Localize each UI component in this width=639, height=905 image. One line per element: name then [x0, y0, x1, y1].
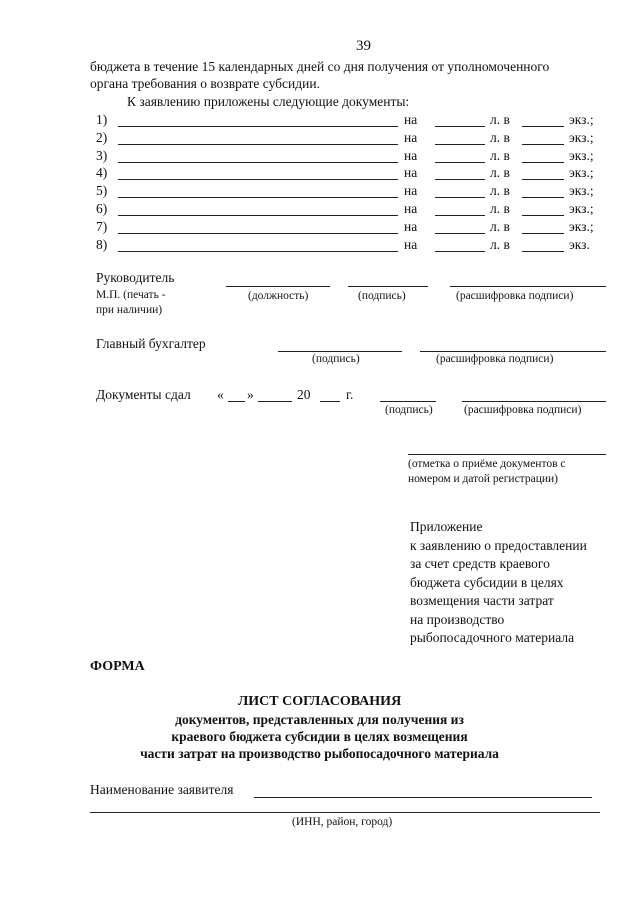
- pages-field[interactable]: [435, 251, 485, 252]
- row-number: 6): [96, 201, 108, 216]
- pages-label: л. в: [490, 201, 510, 216]
- copies-field[interactable]: [522, 126, 564, 127]
- row-number: 2): [96, 129, 108, 145]
- heading-line-1: документов, представленных для получения из: [175, 712, 464, 727]
- pages-field[interactable]: [435, 126, 485, 127]
- copies-field[interactable]: [522, 233, 564, 234]
- submitted-label: Документы сдал: [96, 387, 191, 402]
- applicant-details-field[interactable]: [90, 812, 600, 813]
- copies-field[interactable]: [522, 144, 564, 145]
- applicant-hint: (ИНН, район, город): [292, 816, 393, 828]
- row-number: 1): [96, 112, 108, 127]
- pages-label: л. в: [490, 129, 510, 145]
- copies-label: экз.: [569, 236, 590, 252]
- document-name-field[interactable]: [118, 162, 398, 163]
- row-number: 7): [96, 218, 108, 234]
- intro-line-3: К заявлению приложены следующие документы:: [127, 94, 410, 109]
- head-decoding-line[interactable]: [450, 286, 606, 287]
- pages-field[interactable]: [435, 144, 485, 145]
- year-prefix: 20: [297, 387, 311, 402]
- heading-line-3: части затрат на производство рыбопосадочного материала: [140, 746, 499, 761]
- on-label: на: [404, 147, 418, 163]
- pages-field[interactable]: [435, 233, 485, 234]
- on-label: на: [404, 236, 418, 252]
- on-label: на: [404, 112, 418, 127]
- appendix-line: возмещения части затрат: [410, 593, 554, 608]
- on-label: на: [404, 129, 418, 145]
- stamp-note-line-1: М.П. (печать -: [96, 289, 166, 301]
- reception-caption-2: номером и датой регистрации): [408, 473, 558, 485]
- copies-field[interactable]: [522, 179, 564, 180]
- row-number: 5): [96, 183, 108, 199]
- submitted-signature-caption: (подпись): [385, 404, 433, 416]
- appendix-line: к заявлению о предоставлении: [410, 537, 587, 553]
- applicant-label: Наименование заявителя: [90, 782, 234, 797]
- copies-field[interactable]: [522, 197, 564, 198]
- heading-line-2: краевого бюджета субсидии в целях возмещения: [171, 729, 468, 744]
- position-caption: (должность): [248, 290, 309, 302]
- row-number: 4): [96, 165, 108, 181]
- head-decoding-caption: (расшифровка подписи): [456, 290, 574, 302]
- pages-field[interactable]: [435, 215, 485, 216]
- appendix-line: за счет средств краевого: [410, 556, 550, 571]
- quote-open: «: [217, 387, 224, 402]
- intro-line-2: органа требования о возврате субсидии.: [90, 76, 320, 91]
- pages-label: л. в: [490, 218, 510, 234]
- reception-mark-line[interactable]: [408, 454, 606, 455]
- stamp-note-line-2: при наличии): [96, 304, 163, 316]
- copies-field[interactable]: [522, 251, 564, 252]
- year-suffix: г.: [346, 387, 354, 402]
- pages-label: л. в: [490, 183, 510, 199]
- document-name-field[interactable]: [118, 215, 398, 216]
- row-number: 8): [96, 236, 108, 252]
- copies-label: экз.;: [569, 112, 594, 127]
- form-label: ФОРМА: [90, 659, 145, 674]
- copies-label: экз.;: [569, 183, 594, 199]
- applicant-name-field[interactable]: [254, 797, 592, 798]
- intro-line-1: бюджета в течение 15 календарных дней со дня получения от уполномоченного: [90, 59, 550, 74]
- position-line[interactable]: [226, 286, 330, 287]
- copies-label: экз.;: [569, 165, 594, 181]
- appendix-line: рыбопосадочного материала: [410, 630, 575, 645]
- document-name-field[interactable]: [118, 144, 398, 145]
- accountant-decoding-caption: (расшифровка подписи): [436, 353, 554, 365]
- pages-label: л. в: [490, 112, 510, 127]
- pages-label: л. в: [490, 147, 510, 163]
- copies-label: экз.;: [569, 129, 594, 145]
- head-signature-caption: (подпись): [358, 290, 406, 302]
- document-name-field[interactable]: [118, 251, 398, 252]
- pages-label: л. в: [490, 236, 510, 252]
- document-name-field[interactable]: [118, 179, 398, 180]
- document-name-field[interactable]: [118, 126, 398, 127]
- head-signature-line[interactable]: [348, 286, 428, 287]
- accountant-signature-line[interactable]: [278, 351, 402, 352]
- document-name-field[interactable]: [118, 197, 398, 198]
- copies-label: экз.;: [569, 147, 594, 163]
- accountant-signature-caption: (подпись): [312, 353, 360, 365]
- pages-label: л. в: [490, 165, 510, 181]
- row-number: 3): [96, 147, 108, 163]
- copies-field[interactable]: [522, 162, 564, 163]
- accountant-decoding-line[interactable]: [420, 351, 606, 352]
- copies-field[interactable]: [522, 215, 564, 216]
- pages-field[interactable]: [435, 179, 485, 180]
- document-name-field[interactable]: [118, 233, 398, 234]
- submitted-signature-line[interactable]: [380, 401, 436, 402]
- appendix-line: Приложение: [410, 519, 483, 534]
- appendix-line: бюджета субсидии в целях: [410, 574, 564, 590]
- pages-field[interactable]: [435, 162, 485, 163]
- quote-close: »: [247, 387, 254, 402]
- on-label: на: [404, 165, 418, 181]
- accountant-title: Главный бухгалтер: [96, 336, 206, 351]
- year-field[interactable]: [320, 401, 340, 402]
- on-label: на: [404, 201, 418, 216]
- head-title: Руководитель: [96, 270, 175, 285]
- day-field[interactable]: [228, 401, 245, 402]
- copies-label: экз.;: [569, 201, 594, 216]
- heading-title: ЛИСТ СОГЛАСОВАНИЯ: [237, 694, 402, 709]
- appendix-line: на производство: [410, 611, 505, 627]
- on-label: на: [404, 183, 418, 199]
- copies-label: экз.;: [569, 218, 594, 234]
- submitted-decoding-line[interactable]: [462, 401, 606, 402]
- on-label: на: [404, 218, 418, 234]
- pages-field[interactable]: [435, 197, 485, 198]
- page-number: 39: [356, 38, 371, 54]
- month-field[interactable]: [258, 401, 292, 402]
- reception-caption-1: (отметка о приёме документов с: [408, 458, 566, 470]
- submitted-decoding-caption: (расшифровка подписи): [464, 404, 582, 416]
